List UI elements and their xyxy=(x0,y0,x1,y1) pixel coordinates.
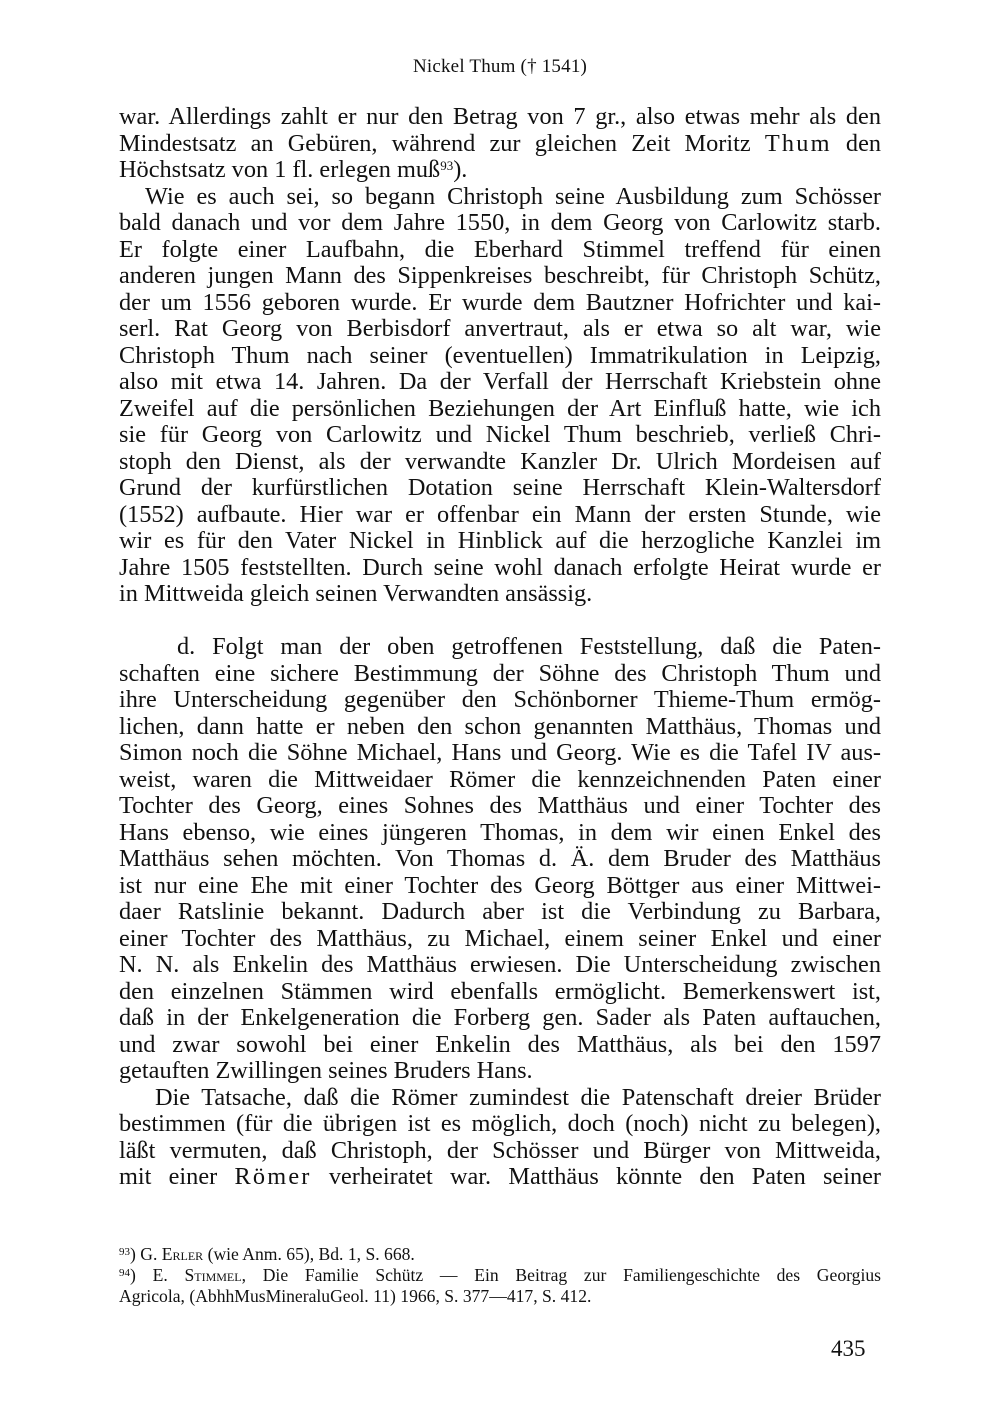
text-line: den einzelnen Stämmen wird ebenfalls ermöglicht. Bemerkenswert ist, xyxy=(119,977,881,1005)
text-line: weist, waren die Mittweidaer Römer die kennzeichnenden Paten einer xyxy=(119,765,881,793)
text-line: Christoph Thum nach seiner (eventuellen) Immatrikulation in Leipzig, xyxy=(119,341,881,369)
paragraph-3 xyxy=(119,634,881,1085)
text-line: lichen, dann hatte er neben den schon genannten Matthäus, Thomas und xyxy=(119,712,881,740)
text-line xyxy=(119,1164,881,1191)
text-line: getauften Zwillingen seines Bruders Hans. xyxy=(119,1057,533,1084)
text-line: stoph den Dienst, als der verwandte Kanzler Dr. Ulrich Mordeisen auf xyxy=(119,447,881,475)
text-line: d. Folgt man der oben getroffenen Feststellung, daß die Paten- xyxy=(177,633,881,660)
text-line: schaften eine sichere Bestimmung der Söhne des Christoph Thum und xyxy=(119,659,881,687)
text-line: daer Ratslinie bekannt. Dadurch aber ist die Verbindung zu Barbara, xyxy=(119,898,881,925)
text-segment: mit einer xyxy=(119,1163,218,1190)
text-line: (1552) aufbaute. Hier war er offenbar ein Mann der ersten Stunde, wie xyxy=(119,500,881,528)
footnotes xyxy=(119,1244,881,1307)
paragraph-2 xyxy=(119,184,881,608)
section-gap xyxy=(119,608,881,635)
footnote-mark: 94 xyxy=(119,1267,130,1279)
text-line: Er folgte einer Laufbahn, die Eberhard Stimmel treffend für einen xyxy=(119,235,881,263)
footnote-author: G. Erler xyxy=(140,1244,204,1264)
text-line: daß in der Enkelgeneration die Forberg gen. Sader als Paten auftauchen, xyxy=(119,1004,881,1031)
spaced-name-roemer: Römer xyxy=(234,1163,312,1190)
text-line: Die Tatsache, daß die Römer zumindest die Patenschaft dreier Brüder xyxy=(155,1083,881,1111)
footnote-text: (wie Anm. 65), Bd. 1, S. 668. xyxy=(207,1244,415,1264)
text-segment: verheiratet war. Matthäus könnte den Paten seiner xyxy=(328,1163,881,1190)
text-line: also mit etwa 14. Jahren. Da der Verfall der Herrschaft Kriebstein ohne xyxy=(119,368,881,395)
text-line: ihre Unterscheidung gegenüber den Schönborner Thieme-Thum ermög- xyxy=(119,686,881,713)
text-line: Simon noch die Söhne Michael, Hans und Georg. Wie es die Tafel IV aus- xyxy=(119,739,881,766)
text-line: wir es für den Vater Nickel in Hinblick auf die herzogliche Kanzlei im xyxy=(119,527,881,554)
text-line: läßt vermuten, daß Christoph, der Schösser und Bürger von Mittweida, xyxy=(119,1136,881,1164)
page-number: 435 xyxy=(831,1336,866,1361)
text-line: Grund der kurfürstlichen Dotation seine Herrschaft Klein-Waltersdorf xyxy=(119,474,881,501)
footnote-94-continued: Agricola, (AbhhMusMineraluGeol. 11) 1966, S. 377—417, S. 412. xyxy=(119,1286,592,1306)
text-line: in Mittweida gleich seinen Verwandten ansässig. xyxy=(119,580,593,607)
text-line xyxy=(119,131,881,158)
paragraph-4 xyxy=(119,1085,881,1191)
footnote-mark-close: ) xyxy=(130,1244,136,1264)
text-segment: ). xyxy=(453,156,468,183)
text-line: Hans ebenso, wie eines jüngeren Thomas, in dem wir einen Enkel des xyxy=(119,818,881,846)
running-head: Nickel Thum († 1541) xyxy=(412,56,588,77)
footnote-author: E. Stimmel, xyxy=(152,1265,246,1285)
text-line: N. N. als Enkelin des Matthäus erwiesen. Die Unterscheidung zwischen xyxy=(119,951,881,978)
text-segment: Höchstsatz von 1 fl. erlegen muß xyxy=(119,156,441,183)
text-line: Wie es auch sei, so begann Christoph seine Ausbildung zum Schösser xyxy=(145,182,881,210)
footnote-94 xyxy=(119,1265,881,1286)
footnote-ref-93: 93 xyxy=(440,158,454,173)
footnote-mark-close: ) xyxy=(130,1265,136,1285)
text-line: Zweifel auf die persönlichen Beziehungen der Art Einfluß hatte, wie ich xyxy=(119,394,881,422)
text-line: bald danach und vor dem Jahre 1550, in dem Georg von Carlowitz starb. xyxy=(119,209,881,236)
text-line: Jahre 1505 feststellten. Durch seine wohl danach erfolgte Heirat wurde er xyxy=(119,553,881,581)
spaced-name-thum: Thum xyxy=(764,129,832,157)
text-line xyxy=(119,157,881,184)
text-line: Matthäus sehen möchten. Von Thomas d. Ä. dem Bruder des Matthäus xyxy=(119,845,881,872)
footnote-mark: 93 xyxy=(119,1246,130,1258)
footnote-text: Die Familie Schütz — Ein Beitrag zur Familiengeschichte des Georgius xyxy=(262,1265,881,1285)
text-line: war. Allerdings zahlt er nur den Betrag von 7 gr., also etwas mehr als den xyxy=(119,103,881,130)
text-line: einer Tochter des Matthäus, zu Michael, einem seiner Enkel und einer xyxy=(119,924,881,952)
text-line: Tochter des Georg, eines Sohnes des Matthäus und einer Tochter des xyxy=(119,792,881,819)
text-line: anderen jungen Mann des Sippenkreises beschreibt, für Christoph Schütz, xyxy=(119,262,881,289)
body-text xyxy=(119,104,881,1191)
text-segment: den xyxy=(845,129,882,157)
paragraph-1 xyxy=(119,104,881,184)
text-line: der um 1556 geboren wurde. Er wurde dem Bautzner Hofrichter und kai- xyxy=(119,288,881,316)
footnote-93 xyxy=(119,1244,881,1265)
text-line: bestimmen (für die übrigen ist es möglich, doch (noch) nicht zu belegen), xyxy=(119,1110,881,1137)
text-line: und zwar sowohl bei einer Enkelin des Matthäus, als bei den 1597 xyxy=(119,1030,881,1058)
text-line: ist nur eine Ehe mit einer Tochter des Georg Böttger aus einer Mittwei- xyxy=(119,871,881,899)
text-line: serl. Rat Georg von Berbisdorf anvertraut, als er etwa so alt war, wie xyxy=(119,315,881,342)
text-segment: Mindestsatz an Gebüren, während zur gleichen Zeit Moritz xyxy=(119,129,751,157)
text-line: sie für Georg von Carlowitz und Nickel Thum beschrieb, verließ Chri- xyxy=(119,421,881,448)
